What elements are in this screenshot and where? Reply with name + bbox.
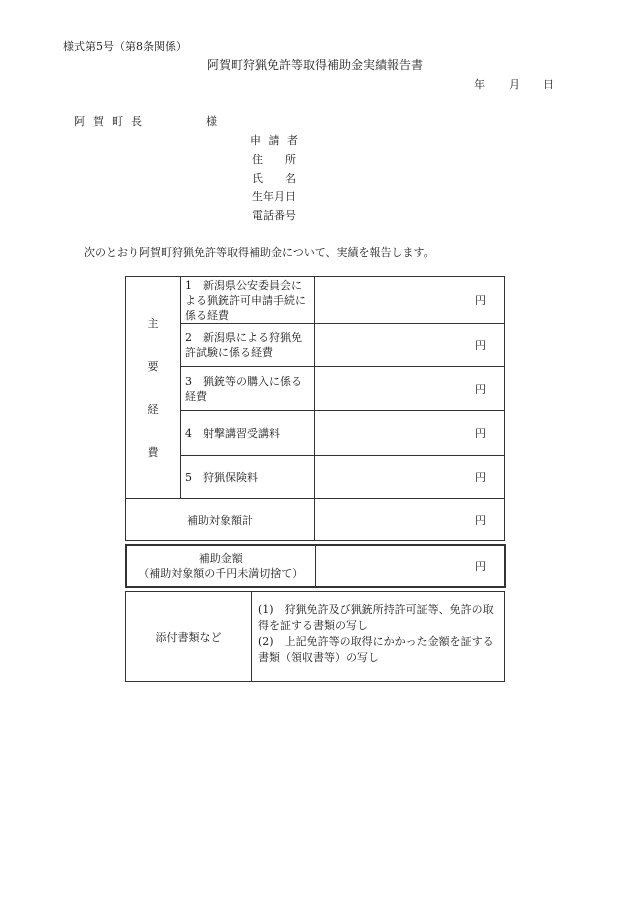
category-char: 要 [147, 360, 159, 373]
total-label: 補助対象額計 [126, 499, 315, 541]
name-label: 氏名 [252, 172, 296, 185]
expense-item-label: 2 新潟県による狩猟免許試験に係る経費 [181, 324, 315, 367]
grant-label-note: （補助対象額の千円未満切捨て） [138, 567, 304, 580]
form-number: 様式第5号（第8条関係） [63, 40, 187, 53]
grant-row [126, 545, 505, 587]
birthdate-label: 生年月日 [252, 190, 296, 203]
expense-item-label: 5 狩猟保険料 [181, 456, 315, 499]
attachment-item: (1) 狩猟免許及び猟銃所持許可証等、免許の取得を証する書類の写し [258, 603, 494, 632]
attachments-table [125, 591, 505, 682]
expense-amount-field[interactable]: 円 [315, 456, 505, 499]
grant-label: 補助金額 [198, 552, 243, 565]
expense-amount-field[interactable]: 円 [315, 277, 505, 324]
date-month-label: 月 [509, 78, 520, 91]
grant-table [125, 544, 506, 588]
total-amount-field[interactable]: 円 [315, 499, 505, 541]
date-year-label: 年 [474, 78, 485, 91]
expense-table [125, 276, 505, 541]
attachments-list [252, 592, 505, 682]
expense-item-label: 1 新潟県公安委員会による猟銃許可申請手続に係る経費 [181, 277, 315, 324]
date-day-label: 日 [543, 78, 554, 91]
expense-amount-field[interactable]: 円 [315, 324, 505, 367]
attachments-label: 添付書類など [126, 592, 252, 682]
expense-row [126, 367, 505, 411]
grant-amount-field[interactable]: 円 [315, 545, 505, 587]
expense-amount-field[interactable]: 円 [315, 411, 505, 456]
intro-text: 次のとおり阿賀町狩猟免許等取得補助金について、実績を報告します。 [84, 246, 435, 259]
category-char: 経 [147, 403, 159, 416]
expense-item-label: 3 猟銃等の購入に係る経費 [181, 367, 315, 411]
attachment-item: (2) 上記免許等の取得にかかった金額を証する書類（領収書等）の写し [258, 635, 494, 664]
total-row [126, 499, 505, 541]
grant-label-cell [126, 545, 315, 587]
addressee-honorific: 様 [206, 115, 217, 128]
expense-row [126, 456, 505, 499]
attachments-row [126, 592, 505, 682]
expense-row [126, 324, 505, 367]
addressee-name: 阿賀町長 [74, 115, 150, 128]
expense-item-label: 4 射撃講習受講料 [181, 411, 315, 456]
main-expense-category [126, 277, 181, 499]
expense-amount-field[interactable]: 円 [315, 367, 505, 411]
phone-label: 電話番号 [252, 209, 296, 222]
category-char: 費 [147, 446, 159, 459]
expense-row [126, 277, 505, 324]
category-char: 主 [147, 317, 159, 330]
applicant-label: 申請者 [250, 134, 298, 147]
expense-row [126, 411, 505, 456]
address-label: 住所 [252, 153, 296, 166]
document-title: 阿賀町狩猟免許等取得補助金実績報告書 [206, 58, 423, 72]
